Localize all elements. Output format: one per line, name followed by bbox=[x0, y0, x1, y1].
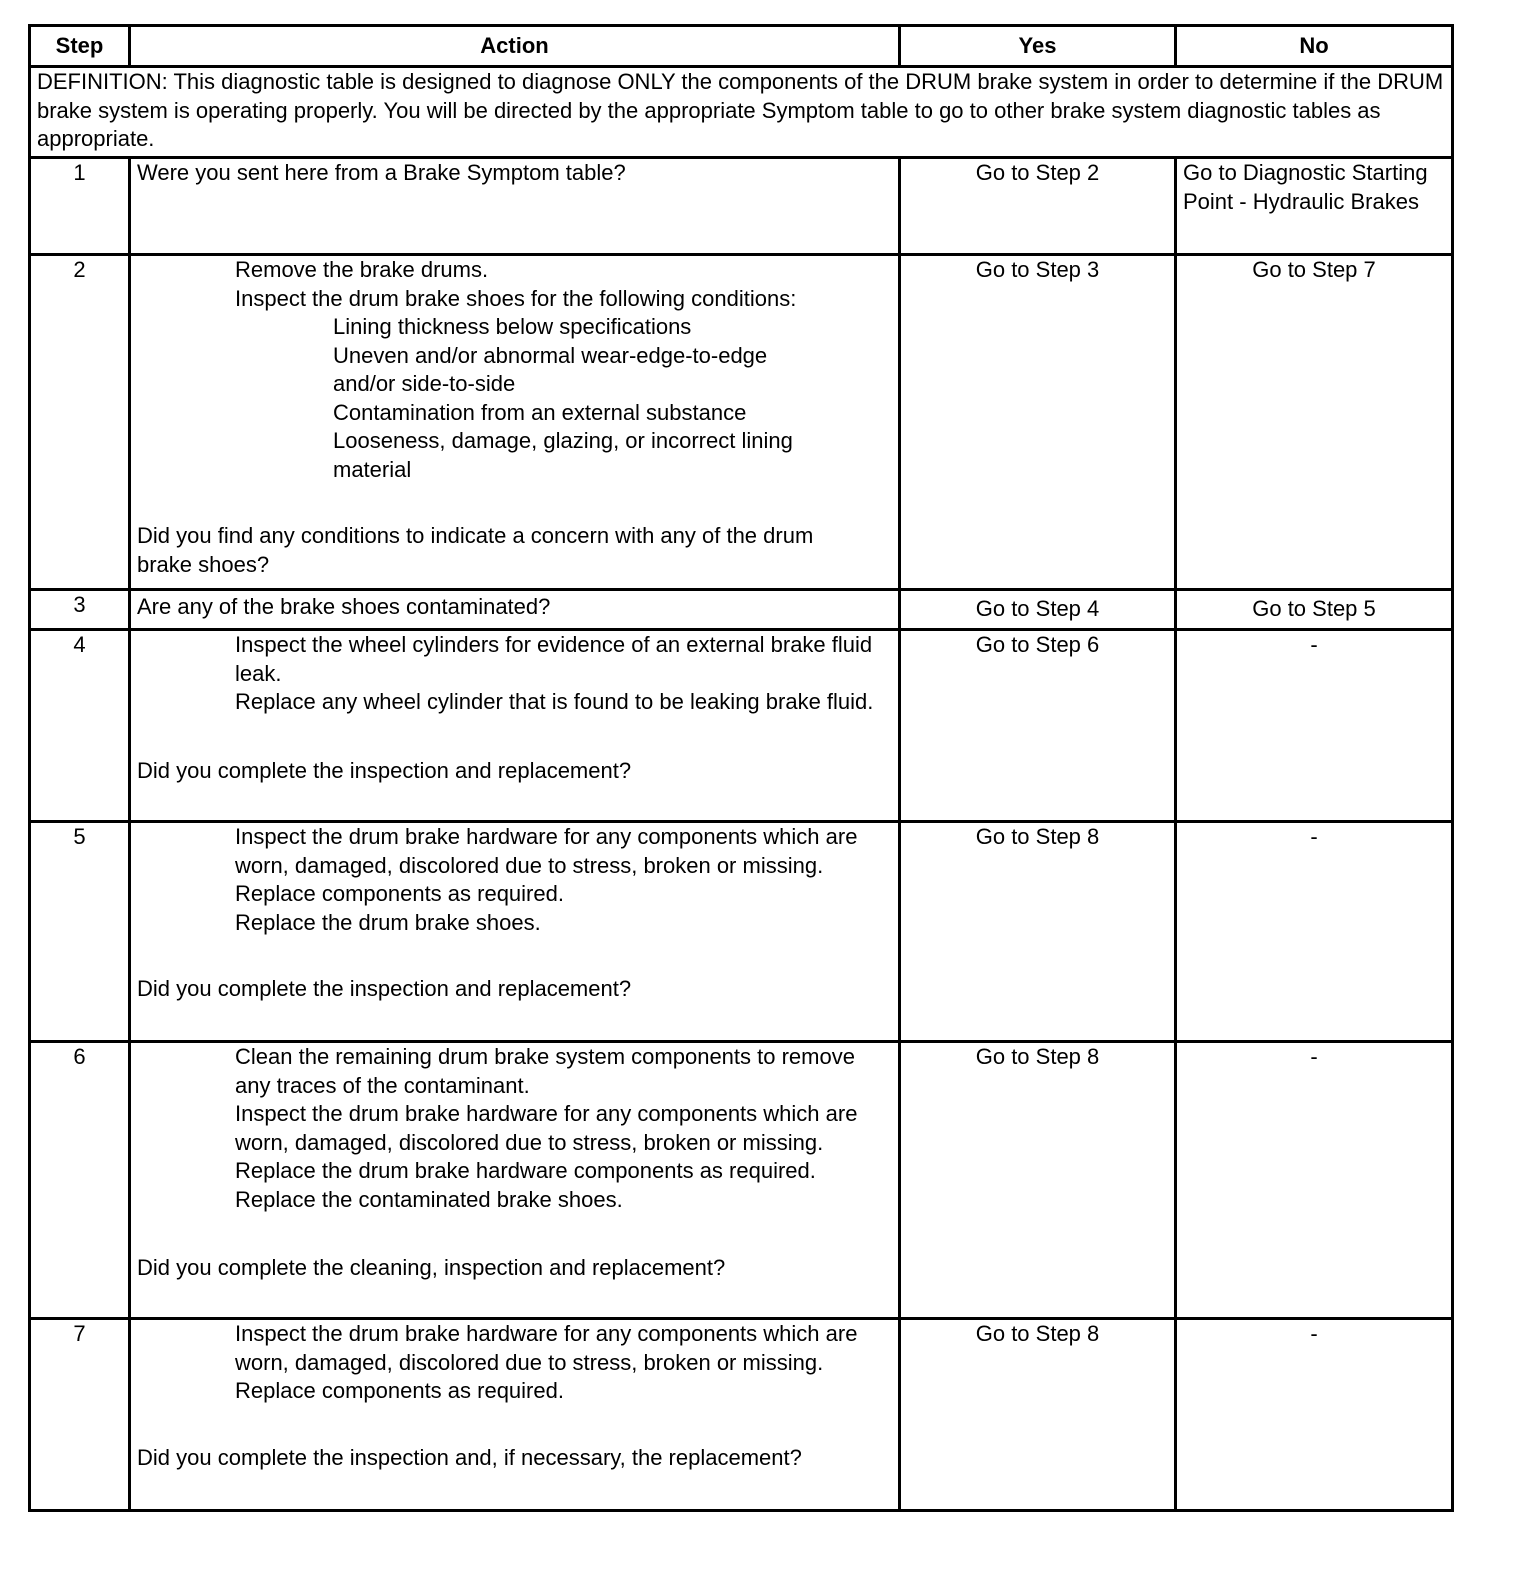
header-action: Action bbox=[130, 26, 900, 67]
instruction-line: Replace components as required. bbox=[235, 881, 564, 906]
step-number: 4 bbox=[30, 630, 130, 822]
step-number: 6 bbox=[30, 1042, 130, 1319]
definition-row bbox=[30, 67, 1453, 158]
step-number: 2 bbox=[30, 255, 130, 590]
action-cell bbox=[130, 255, 900, 590]
step-question: Are any of the brake shoes contaminated? bbox=[137, 594, 551, 619]
no-cell: Go to Step 5 bbox=[1176, 590, 1453, 630]
table-row bbox=[30, 1319, 1453, 1511]
no-cell: - bbox=[1176, 1042, 1453, 1319]
instruction-line: Inspect the drum brake shoes for the following conditions: bbox=[235, 285, 797, 311]
table-row bbox=[30, 590, 1453, 630]
step-question: Were you sent here from a Brake Symptom table? bbox=[137, 160, 626, 185]
yes-cell: Go to Step 2 bbox=[900, 158, 1176, 255]
no-cell: - bbox=[1176, 1319, 1453, 1511]
yes-cell: Go to Step 8 bbox=[900, 1319, 1176, 1511]
no-cell: - bbox=[1176, 630, 1453, 822]
step-question: Did you complete the inspection and replacement? bbox=[137, 757, 632, 783]
action-cell bbox=[130, 630, 900, 822]
yes-cell: Go to Step 6 bbox=[900, 630, 1176, 822]
action-cell bbox=[130, 158, 900, 255]
instruction-line: Remove the brake drums. bbox=[235, 257, 489, 282]
no-cell: Go to Step 7 bbox=[1176, 255, 1453, 590]
diagnostic-table bbox=[28, 24, 1454, 1512]
no-cell: Go to Diagnostic Starting Point - Hydraulic Brakes bbox=[1176, 158, 1453, 255]
step-question: Did you find any conditions to indicate a concern with any of the drum brake shoes? bbox=[137, 523, 814, 577]
condition-line: Uneven and/or abnormal wear-edge-to-edge and/or side-to-side bbox=[333, 342, 768, 396]
step-question: Did you complete the inspection and replacement? bbox=[137, 976, 632, 1001]
step-number: 5 bbox=[30, 822, 130, 1042]
header-yes: Yes bbox=[900, 26, 1176, 67]
header-row bbox=[30, 26, 1453, 67]
step-number: 7 bbox=[30, 1319, 130, 1511]
definition-text: DEFINITION: This diagnostic table is designed to diagnose ONLY the components of the DRUM brake system in order to determine if the DRUM brake system is operating properly. You will be directed by the appropriate Symptom table to go to other brake system diagnostic tables as appropriate. bbox=[30, 67, 1453, 158]
instruction-line: Inspect the drum brake hardware for any components which are worn, damaged, discolored due to stress, broken or missing. bbox=[235, 824, 858, 878]
instruction-line: Clean the remaining drum brake system components to remove any traces of the contaminant. bbox=[235, 1044, 855, 1098]
instruction-line: Replace any wheel cylinder that is found to be leaking brake fluid. bbox=[235, 689, 874, 714]
yes-cell: Go to Step 8 bbox=[900, 822, 1176, 1042]
instruction-line: Replace the contaminated brake shoes. bbox=[235, 1186, 623, 1212]
instruction-line: Inspect the wheel cylinders for evidence of an external brake fluid leak. bbox=[235, 632, 873, 686]
header-step: Step bbox=[30, 26, 130, 67]
step-number: 1 bbox=[30, 158, 130, 255]
instruction-line: Replace components as required. bbox=[235, 1378, 564, 1403]
yes-cell: Go to Step 8 bbox=[900, 1042, 1176, 1319]
header-no: No bbox=[1176, 26, 1453, 67]
table-row bbox=[30, 1042, 1453, 1319]
action-cell bbox=[130, 1319, 900, 1511]
table-row bbox=[30, 255, 1453, 590]
action-cell bbox=[130, 590, 900, 630]
action-cell bbox=[130, 822, 900, 1042]
yes-cell: Go to Step 4 bbox=[900, 590, 1176, 630]
table-row bbox=[30, 158, 1453, 255]
step-question: Did you complete the inspection and, if necessary, the replacement? bbox=[137, 1444, 802, 1470]
instruction-line: Replace the drum brake hardware components as required. bbox=[235, 1158, 816, 1183]
step-number: 3 bbox=[30, 590, 130, 630]
action-cell bbox=[130, 1042, 900, 1319]
condition-line: Contamination from an external substance bbox=[333, 399, 747, 425]
condition-line: Lining thickness below specifications bbox=[333, 314, 692, 339]
yes-cell: Go to Step 3 bbox=[900, 255, 1176, 590]
no-cell: - bbox=[1176, 822, 1453, 1042]
instruction-line: Inspect the drum brake hardware for any components which are worn, damaged, discolored due to stress, broken or missing. bbox=[235, 1101, 858, 1155]
condition-line: Looseness, damage, glazing, or incorrect lining material bbox=[333, 428, 793, 482]
step-question: Did you complete the cleaning, inspection and replacement? bbox=[137, 1255, 726, 1280]
table-row bbox=[30, 630, 1453, 822]
instruction-line: Inspect the drum brake hardware for any components which are worn, damaged, discolored due to stress, broken or missing. bbox=[235, 1321, 858, 1375]
table-row bbox=[30, 822, 1453, 1042]
instruction-line: Replace the drum brake shoes. bbox=[235, 909, 541, 935]
